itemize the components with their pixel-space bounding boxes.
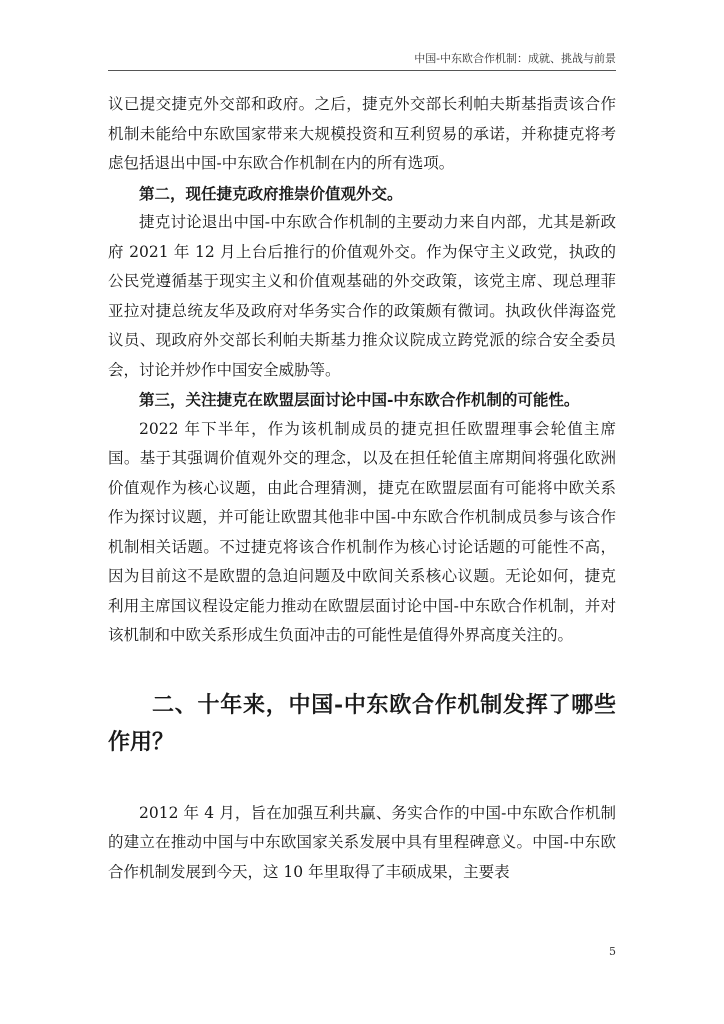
running-header: 中国-中东欧合作机制：成就、挑战与前景 xyxy=(414,52,616,65)
header-rule xyxy=(108,70,616,71)
body-paragraph: 2012 年 4 月，旨在加强互利共赢、务实合作的中国-中东欧合作机制的建立在推动中国与中东欧国家关系发展中具有里程碑意义。中国-中东欧合作机制发展到今天，这 10 年里取得了丰硕成果，主要表 xyxy=(108,803,616,881)
body-paragraph: 捷克讨论退出中国-中东欧合作机制的主要动力来自内部，尤其是新政府 2021 年 12 月上台后推行的价值观外交。作为保守主义政党，执政的公民党遵循基于现实主义和价值观基础的外交政策，该党主席、现总理菲亚拉对捷总统友华及政府对华务实合作的政策颇有微词。执政伙伴海盗党议员、现政府外交部长利帕夫斯基力推众议院成立跨党派的综合安全委员会，讨论并炒作中国安全威胁等。 xyxy=(108,213,616,379)
page-body xyxy=(108,90,616,887)
body-paragraph: 议已提交捷克外交部和政府。之后，捷克外交部长利帕夫斯基指责该合作机制未能给中东欧国家带来大规模投资和互利贸易的承诺，并称捷克将考虑包括退出中国-中东欧合作机制在内的所有选项。 xyxy=(108,95,616,172)
body-paragraph: 2022 年下半年，作为该机制成员的捷克担任欧盟理事会轮值主席国。基于其强调价值观外交的理念，以及在担任轮值主席期间将强化欧洲价值观作为核心议题，由此合理猜测，捷克在欧盟层面有可能将中欧关系作为探讨议题，并可能让欧盟其他非中国-中东欧合作机制成员参与该合作机制相关话题。不过捷克将该合作机制作为核心讨论话题的可能性不高，因为目前这不是欧盟的急迫问题及中欧间关系核心议题。无论如何，捷克利用主席国议程设定能力推动在欧盟层面讨论中国-中东欧合作机制，并对该机制和中欧关系形成生负面冲击的可能性是值得外界高度关注的。 xyxy=(108,419,616,644)
subheading-second: 第二，现任捷克政府推崇价值观外交。 xyxy=(139,183,403,203)
subheading-third: 第三，关注捷克在欧盟层面讨论中国-中东欧合作机制的可能性。 xyxy=(139,390,580,409)
section-heading: 二、十年来，中国-中东欧合作机制发挥了哪些作用？ xyxy=(108,691,616,755)
page-number: 5 xyxy=(609,945,616,958)
